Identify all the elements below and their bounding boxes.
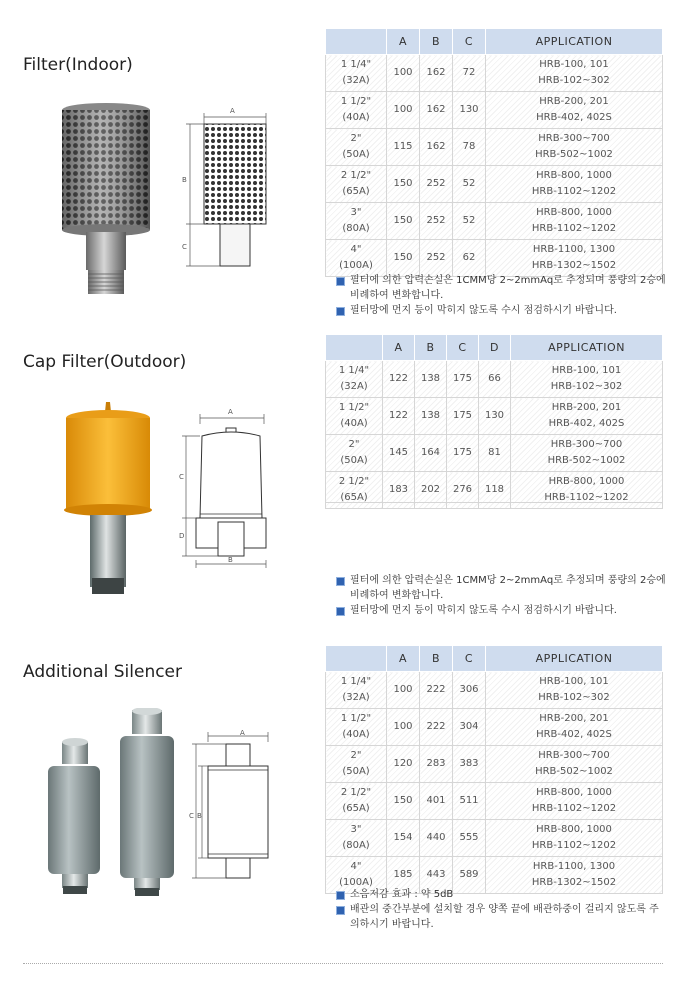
table-row: [326, 435, 663, 472]
indoor-dim-c: C: [182, 243, 187, 251]
application-cell: HRB-300~700 HRB-502~1002: [511, 435, 663, 472]
application-cell: HRB-800, 1000 HRB-1102~1202: [486, 203, 663, 240]
size-cell: 3" (80A): [326, 203, 387, 240]
square-bullet-icon: [336, 607, 345, 616]
application-cell: HRB-300~700 HRB-502~1002: [486, 746, 663, 783]
value-cell: 122: [383, 398, 415, 435]
bottom-divider: [23, 963, 663, 964]
value-cell: 555: [453, 820, 486, 857]
table-row: [326, 709, 663, 746]
value-cell: 138: [415, 361, 447, 398]
cap-dim-a: A: [228, 408, 233, 416]
application-cell: HRB-200, 201 HRB-402, 402S: [511, 398, 663, 435]
value-cell: 78: [453, 129, 486, 166]
indoor-filter-spec-table: [325, 28, 663, 277]
size-cell: 2" (50A): [326, 746, 387, 783]
value-cell: 138: [415, 398, 447, 435]
silencer-photo: [44, 708, 174, 898]
table-header-size: [326, 335, 383, 361]
size-cell: 4" (100A): [326, 857, 387, 894]
table-header-d: D: [479, 335, 511, 361]
application-cell: HRB-800, 1000 HRB-1102~1202: [486, 820, 663, 857]
value-cell: 150: [387, 783, 420, 820]
cap-table-bottom-rule: [325, 502, 663, 503]
note-item: 배관의 중간부분에 설치할 경우 양쪽 끝에 배관하중이 걸리지 않도록 주의하시기 바랍니다.: [336, 902, 666, 932]
value-cell: 130: [453, 92, 486, 129]
value-cell: 52: [453, 203, 486, 240]
value-cell: 222: [420, 709, 453, 746]
value-cell: 162: [420, 92, 453, 129]
value-cell: 100: [387, 92, 420, 129]
cap-filter-drawing: [178, 410, 274, 572]
table-row: [326, 361, 663, 398]
silencer-dim-a: A: [240, 729, 245, 737]
square-bullet-icon: [336, 891, 345, 900]
table-header-b: B: [415, 335, 447, 361]
table-header-application: APPLICATION: [511, 335, 663, 361]
value-cell: 100: [387, 55, 420, 92]
cap-dim-c: C: [179, 473, 184, 481]
silencer-drawing: [188, 730, 278, 882]
value-cell: 511: [453, 783, 486, 820]
value-cell: 175: [447, 398, 479, 435]
table-header-b: B: [420, 29, 453, 55]
size-cell: 3" (80A): [326, 820, 387, 857]
value-cell: 150: [387, 166, 420, 203]
cap-filter-photo: [62, 402, 158, 598]
table-row: [326, 166, 663, 203]
size-cell: 1 1/2" (40A): [326, 709, 387, 746]
size-cell: 1 1/4" (32A): [326, 361, 383, 398]
size-cell: 4" (100A): [326, 240, 387, 277]
value-cell: 164: [415, 435, 447, 472]
application-cell: HRB-800, 1000 HRB-1102~1202: [511, 472, 663, 509]
table-header-size: [326, 29, 387, 55]
note-item: 소음저감 효과 : 약 5dB: [336, 887, 666, 902]
value-cell: 252: [420, 240, 453, 277]
value-cell: 154: [387, 820, 420, 857]
square-bullet-icon: [336, 277, 345, 286]
application-cell: HRB-1100, 1300 HRB-1302~1502: [486, 857, 663, 894]
value-cell: 252: [420, 203, 453, 240]
note-item: 필터에 의한 압력손실은 1CMM당 2~2mmAq로 추정되며 풍량의 2승에 비례하여 변화합니다.: [336, 273, 666, 303]
table-header-row: [326, 29, 663, 55]
value-cell: 118: [479, 472, 511, 509]
silencer-notes: [336, 887, 666, 932]
cap-filter-notes: [336, 573, 666, 618]
section-title-filter-indoor: Filter(Indoor): [23, 55, 133, 75]
table-header-a: A: [383, 335, 415, 361]
size-cell: 1 1/4" (32A): [326, 55, 387, 92]
note-item: 필터에 의한 압력손실은 1CMM당 2~2mmAq로 추정되며 풍량의 2승에 비례하여 변화합니다.: [336, 573, 666, 603]
silencer-spec-table: [325, 645, 663, 894]
value-cell: 150: [387, 203, 420, 240]
section-title-cap-filter: Cap Filter(Outdoor): [23, 352, 187, 372]
value-cell: 122: [383, 361, 415, 398]
value-cell: 162: [420, 55, 453, 92]
table-header-a: A: [387, 646, 420, 672]
value-cell: 145: [383, 435, 415, 472]
application-cell: HRB-300~700 HRB-502~1002: [486, 129, 663, 166]
size-cell: 2 1/2" (65A): [326, 472, 383, 509]
value-cell: 100: [387, 709, 420, 746]
indoor-filter-photo: [58, 100, 154, 300]
cap-dim-b: B: [228, 556, 233, 564]
value-cell: 81: [479, 435, 511, 472]
indoor-filter-drawing: [180, 108, 280, 273]
value-cell: 115: [387, 129, 420, 166]
size-cell: 2 1/2" (65A): [326, 783, 387, 820]
table-row: [326, 672, 663, 709]
size-cell: 2" (50A): [326, 435, 383, 472]
value-cell: 162: [420, 129, 453, 166]
value-cell: 72: [453, 55, 486, 92]
silencer-dim-b: B: [197, 812, 202, 820]
note-item: 필터망에 먼지 등이 막히지 않도록 수시 점검하시기 바랍니다.: [336, 603, 666, 618]
application-cell: HRB-200, 201 HRB-402, 402S: [486, 92, 663, 129]
table-header-size: [326, 646, 387, 672]
value-cell: 52: [453, 166, 486, 203]
table-row: [326, 746, 663, 783]
table-header-b: B: [420, 646, 453, 672]
value-cell: 276: [447, 472, 479, 509]
value-cell: 66: [479, 361, 511, 398]
table-row: [326, 820, 663, 857]
silencer-dim-c: C: [189, 812, 194, 820]
application-cell: HRB-800, 1000 HRB-1102~1202: [486, 166, 663, 203]
value-cell: 183: [383, 472, 415, 509]
application-cell: HRB-100, 101 HRB-102~302: [486, 672, 663, 709]
cap-filter-spec-table: [325, 334, 663, 509]
indoor-dim-b: B: [182, 176, 187, 184]
note-item: 필터망에 먼지 등이 막히지 않도록 수시 점검하시기 바랍니다.: [336, 303, 666, 318]
square-bullet-icon: [336, 577, 345, 586]
table-row: [326, 240, 663, 277]
value-cell: 304: [453, 709, 486, 746]
value-cell: 283: [420, 746, 453, 783]
section-title-silencer: Additional Silencer: [23, 662, 183, 682]
size-cell: 2 1/2" (65A): [326, 166, 387, 203]
application-cell: HRB-100, 101 HRB-102~302: [486, 55, 663, 92]
value-cell: 185: [387, 857, 420, 894]
value-cell: 202: [415, 472, 447, 509]
value-cell: 440: [420, 820, 453, 857]
application-cell: HRB-200, 201 HRB-402, 402S: [486, 709, 663, 746]
table-row: [326, 783, 663, 820]
size-cell: 1 1/2" (40A): [326, 398, 383, 435]
table-header-c: C: [447, 335, 479, 361]
value-cell: 222: [420, 672, 453, 709]
value-cell: 150: [387, 240, 420, 277]
table-row: [326, 55, 663, 92]
value-cell: 120: [387, 746, 420, 783]
value-cell: 175: [447, 361, 479, 398]
table-header-a: A: [387, 29, 420, 55]
table-header-row: [326, 335, 663, 361]
value-cell: 443: [420, 857, 453, 894]
size-cell: 1 1/4" (32A): [326, 672, 387, 709]
table-row: [326, 92, 663, 129]
table-header-application: APPLICATION: [486, 646, 663, 672]
indoor-filter-notes: [336, 273, 666, 318]
value-cell: 175: [447, 435, 479, 472]
table-header-row: [326, 646, 663, 672]
table-header-application: APPLICATION: [486, 29, 663, 55]
square-bullet-icon: [336, 906, 345, 915]
table-row: [326, 203, 663, 240]
value-cell: 130: [479, 398, 511, 435]
application-cell: HRB-800, 1000 HRB-1102~1202: [486, 783, 663, 820]
value-cell: 252: [420, 166, 453, 203]
value-cell: 589: [453, 857, 486, 894]
cap-dim-d: D: [179, 532, 185, 540]
value-cell: 383: [453, 746, 486, 783]
table-header-c: C: [453, 646, 486, 672]
table-row: [326, 398, 663, 435]
application-cell: HRB-100, 101 HRB-102~302: [511, 361, 663, 398]
value-cell: 306: [453, 672, 486, 709]
square-bullet-icon: [336, 307, 345, 316]
value-cell: 401: [420, 783, 453, 820]
table-row: [326, 129, 663, 166]
size-cell: 2" (50A): [326, 129, 387, 166]
indoor-dim-a: A: [230, 107, 235, 115]
value-cell: 62: [453, 240, 486, 277]
value-cell: 100: [387, 672, 420, 709]
size-cell: 1 1/2" (40A): [326, 92, 387, 129]
application-cell: HRB-1100, 1300 HRB-1302~1502: [486, 240, 663, 277]
table-header-c: C: [453, 29, 486, 55]
